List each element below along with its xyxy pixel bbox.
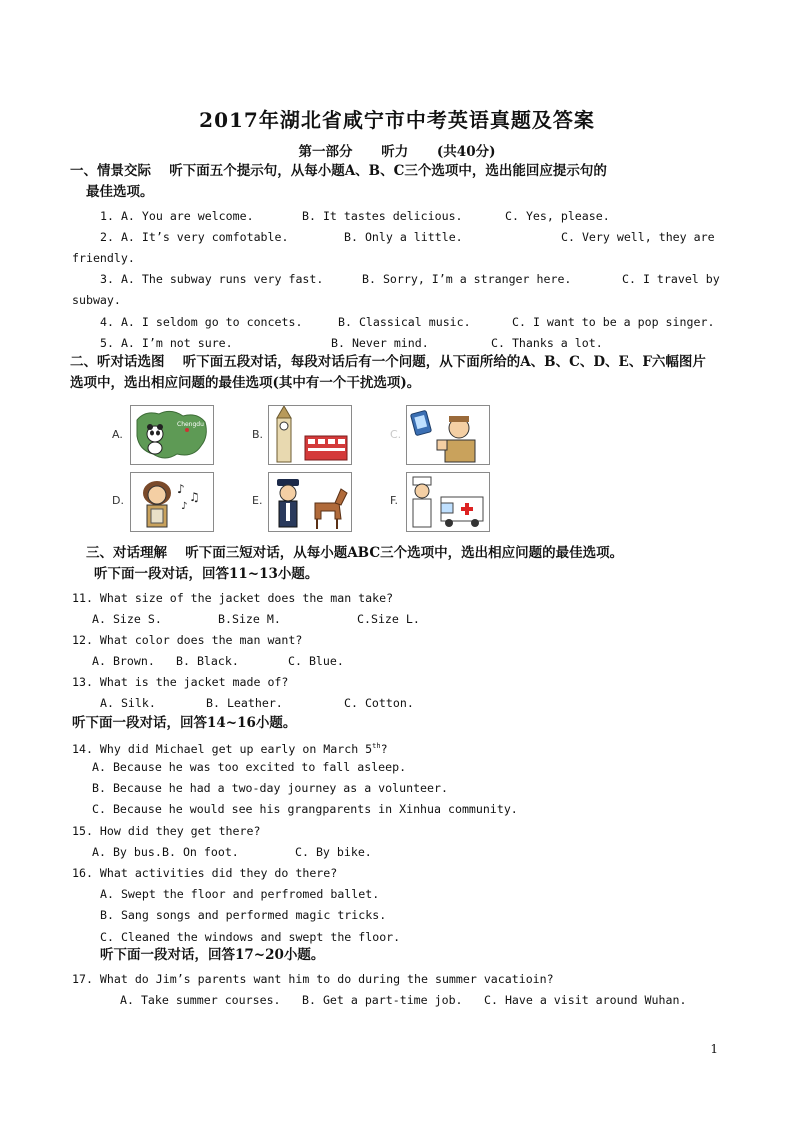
q16-option-c: C. Cleaned the windows and swept the floor. bbox=[100, 930, 401, 944]
q1-option-c: C. Yes, please. bbox=[505, 209, 610, 223]
question-2 bbox=[100, 229, 715, 245]
question-17: 17. What do Jim’s parents want him to do during the summer vacatioin? bbox=[72, 972, 554, 986]
q13-options bbox=[100, 695, 414, 711]
section3-heading: 三、对话理解 听下面三短对话，从每小题ABC三个选项中，选出相应问题的最佳选项。 bbox=[86, 545, 624, 561]
group1-instruction: 听下面一段对话，回答11~13小题。 bbox=[94, 566, 319, 582]
q17-option-a: A. Take summer courses. bbox=[120, 993, 281, 1007]
picture-b-big-ben-bus bbox=[268, 405, 352, 465]
section2-heading: 二、听对话选图 听下面五段对话，每段对话后有一个问题，从下面所给的A、B、C、D、E、F六幅图片 bbox=[70, 354, 706, 370]
page-title: 2017年湖北省咸宁市中考英语真题及答案 bbox=[199, 108, 595, 132]
q14-text: 14. Why did Michael get up early on March 5 bbox=[72, 741, 373, 756]
q12-options bbox=[92, 653, 344, 669]
q12-option-c: C. Blue. bbox=[288, 654, 344, 668]
q2-number: 2. bbox=[100, 230, 114, 244]
q11-option-b: B.Size M. bbox=[218, 612, 281, 626]
q16-option-b: B. Sang songs and performed magic tricks. bbox=[100, 908, 387, 922]
picture-a-panda-map bbox=[130, 405, 214, 465]
q1-option-a: A. You are welcome. bbox=[120, 209, 254, 223]
q11-options bbox=[92, 611, 420, 627]
question-14 bbox=[72, 738, 388, 757]
q14-option-a: A. Because he was too excited to fall asleep. bbox=[92, 760, 407, 774]
q11-option-a: A. Size S. bbox=[92, 612, 162, 626]
q15-option-c: C. By bike. bbox=[295, 845, 372, 859]
group3-instruction: 听下面一段对话，回答17~20小题。 bbox=[100, 947, 325, 963]
q5-option-c: C. Thanks a lot. bbox=[491, 336, 603, 350]
q14-end: ? bbox=[380, 741, 388, 756]
q3-option-a: A. The subway runs very fast. bbox=[120, 272, 324, 286]
q12-option-a: A. Brown. bbox=[92, 654, 155, 668]
q2-continuation: friendly. bbox=[72, 251, 135, 265]
q15-option-b: B. On foot. bbox=[162, 845, 239, 859]
question-12: 12. What color does the man want? bbox=[72, 633, 303, 647]
q1-number: 1. bbox=[100, 209, 114, 223]
q15-option-a: A. By bus. bbox=[92, 845, 162, 859]
map-city-text: Chengdu bbox=[177, 421, 204, 428]
part-score: (共40分) bbox=[436, 144, 496, 160]
q15-options bbox=[92, 844, 372, 860]
q4-option-a: A. I seldom go to concets. bbox=[120, 315, 303, 329]
group2-instruction: 听下面一段对话，回答14~16小题。 bbox=[72, 715, 297, 731]
q16-option-a: A. Swept the floor and perfromed ballet. bbox=[100, 887, 380, 901]
question-15: 15. How did they get there? bbox=[72, 824, 261, 838]
q4-number: 4. bbox=[100, 315, 114, 329]
question-3 bbox=[100, 271, 720, 287]
part-topic: 听力 bbox=[381, 144, 409, 160]
music-note-icon: ♪ bbox=[177, 482, 185, 496]
picture-d-girl-music bbox=[130, 472, 214, 532]
q4-option-b: B. Classical music. bbox=[338, 315, 471, 329]
q12-option-b: B. Black. bbox=[176, 654, 239, 668]
q3-continuation: subway. bbox=[72, 293, 121, 307]
picture-e-captain-horse bbox=[268, 472, 352, 532]
q3-option-b: B. Sorry, I’m a stranger here. bbox=[362, 272, 572, 286]
q14-option-b: B. Because he had a two-day journey as a volunteer. bbox=[92, 781, 448, 795]
q5-option-b: B. Never mind. bbox=[331, 336, 429, 350]
picture-f-doctor-ambulance bbox=[406, 472, 490, 532]
section1-heading: 一、情景交际 听下面五个提示句，从每小题A、B、C三个选项中，选出能回应提示句的 bbox=[70, 163, 607, 179]
picture-c-phone-man bbox=[406, 405, 490, 465]
music-note-icon: ♪ bbox=[181, 501, 188, 512]
q2-option-b: B. Only a little. bbox=[344, 230, 463, 244]
q14-option-c: C. Because he would see his grangparents in Xinhua community. bbox=[92, 802, 518, 816]
question-16: 16. What activities did they do there? bbox=[72, 866, 338, 880]
section2-heading-cont: 选项中，选出相应问题的最佳选项(其中有一个干扰选项)。 bbox=[70, 375, 421, 391]
section1-heading-cont: 最佳选项。 bbox=[86, 184, 154, 200]
q1-option-b: B. It tastes delicious. bbox=[302, 209, 463, 223]
q17-options bbox=[120, 992, 687, 1008]
q13-option-c: C. Cotton. bbox=[344, 696, 414, 710]
page-number: 1 bbox=[710, 1042, 718, 1056]
part-heading bbox=[0, 140, 794, 160]
q5-number: 5. bbox=[100, 336, 114, 350]
picture-e-label: E. bbox=[252, 494, 263, 507]
q3-number: 3. bbox=[100, 272, 114, 286]
q14-superscript: th bbox=[372, 742, 381, 750]
picture-d-label: D. bbox=[112, 494, 124, 507]
q13-option-a: A. Silk. bbox=[100, 696, 156, 710]
q3-option-c: C. I travel by bbox=[622, 272, 720, 286]
q4-option-c: C. I want to be a pop singer. bbox=[512, 315, 715, 329]
q11-option-c: C.Size L. bbox=[357, 612, 420, 626]
picture-b-label: B. bbox=[252, 428, 264, 441]
question-11: 11. What size of the jacket does the man take? bbox=[72, 591, 394, 605]
question-4 bbox=[100, 314, 715, 330]
question-1 bbox=[100, 208, 610, 224]
part-name: 第一部分 bbox=[298, 144, 353, 160]
music-note-icon: ♫ bbox=[189, 490, 200, 504]
q2-option-a: A. It’s very comfotable. bbox=[120, 230, 289, 244]
q17-option-b: B. Get a part-time job. bbox=[302, 993, 463, 1007]
picture-a-label: A. bbox=[112, 428, 123, 441]
picture-f-label: F. bbox=[390, 494, 399, 507]
question-5 bbox=[100, 335, 603, 351]
q13-option-b: B. Leather. bbox=[206, 696, 283, 710]
picture-c-label: C. bbox=[390, 428, 402, 441]
q17-option-c: C. Have a visit around Wuhan. bbox=[484, 993, 687, 1007]
question-13: 13. What is the jacket made of? bbox=[72, 675, 289, 689]
q5-option-a: A. I’m not sure. bbox=[120, 336, 233, 350]
q2-option-c: C. Very well, they are bbox=[561, 230, 715, 244]
